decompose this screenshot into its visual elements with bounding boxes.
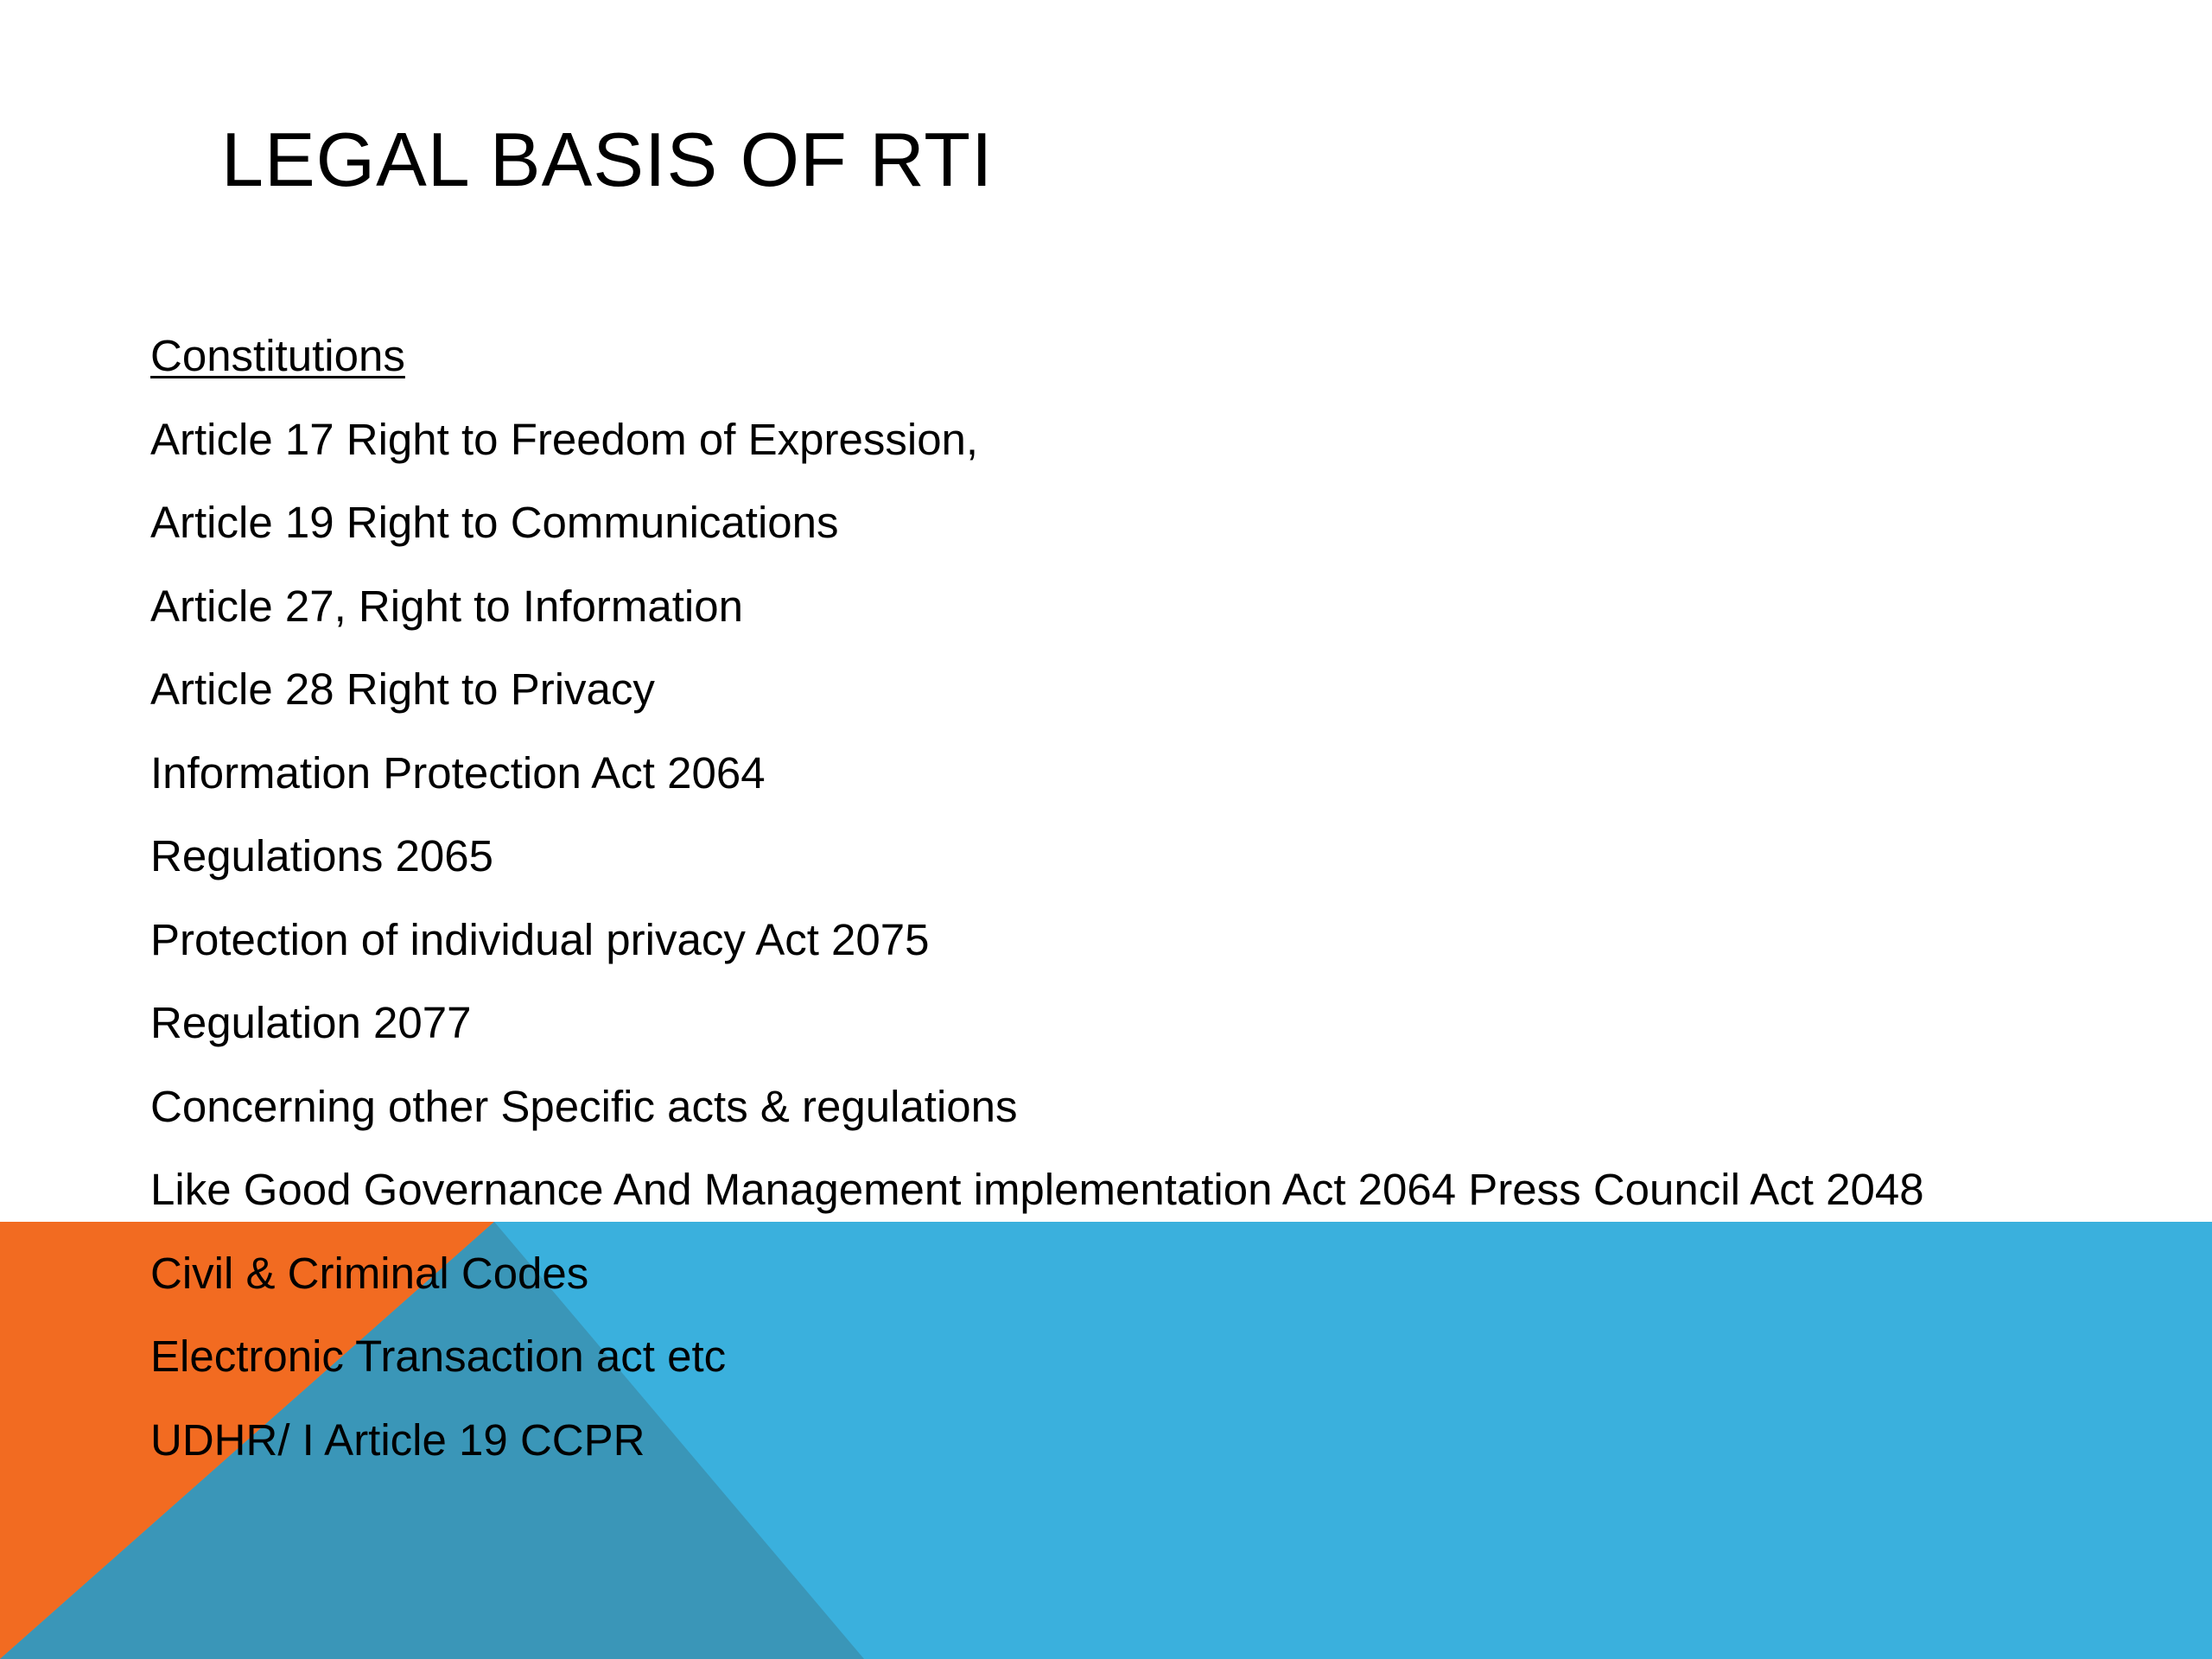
slide-title: LEGAL BASIS OF RTI xyxy=(221,117,994,202)
list-heading: Constitutions xyxy=(150,331,405,380)
list-item: Article 19 Right to Communications xyxy=(150,498,839,547)
list-item: Concerning other Specific acts & regulations xyxy=(150,1081,1018,1131)
list-item: Protection of individual privacy Act 2075 xyxy=(150,914,930,964)
list-item: Information Protection Act 2064 xyxy=(150,747,766,798)
list-item: Regulations 2065 xyxy=(150,831,493,880)
list-item: Regulation 2077 xyxy=(150,998,472,1047)
content-list xyxy=(150,328,1924,1496)
list-item: Article 17 Right to Freedom of Expression, xyxy=(150,414,979,464)
list-item: Article 27, Right to Information xyxy=(150,581,743,631)
list-item: Like Good Governance And Management implementation Act 2064 Press Council Act 2048 xyxy=(150,1165,1924,1214)
list-item: UDHR/ I Article 19 CCPR xyxy=(150,1414,645,1465)
list-item: Electronic Transaction act etc xyxy=(150,1332,727,1381)
list-item: Civil & Criminal Codes xyxy=(150,1248,589,1298)
list-item: Article 28 Right to Privacy xyxy=(150,664,655,714)
